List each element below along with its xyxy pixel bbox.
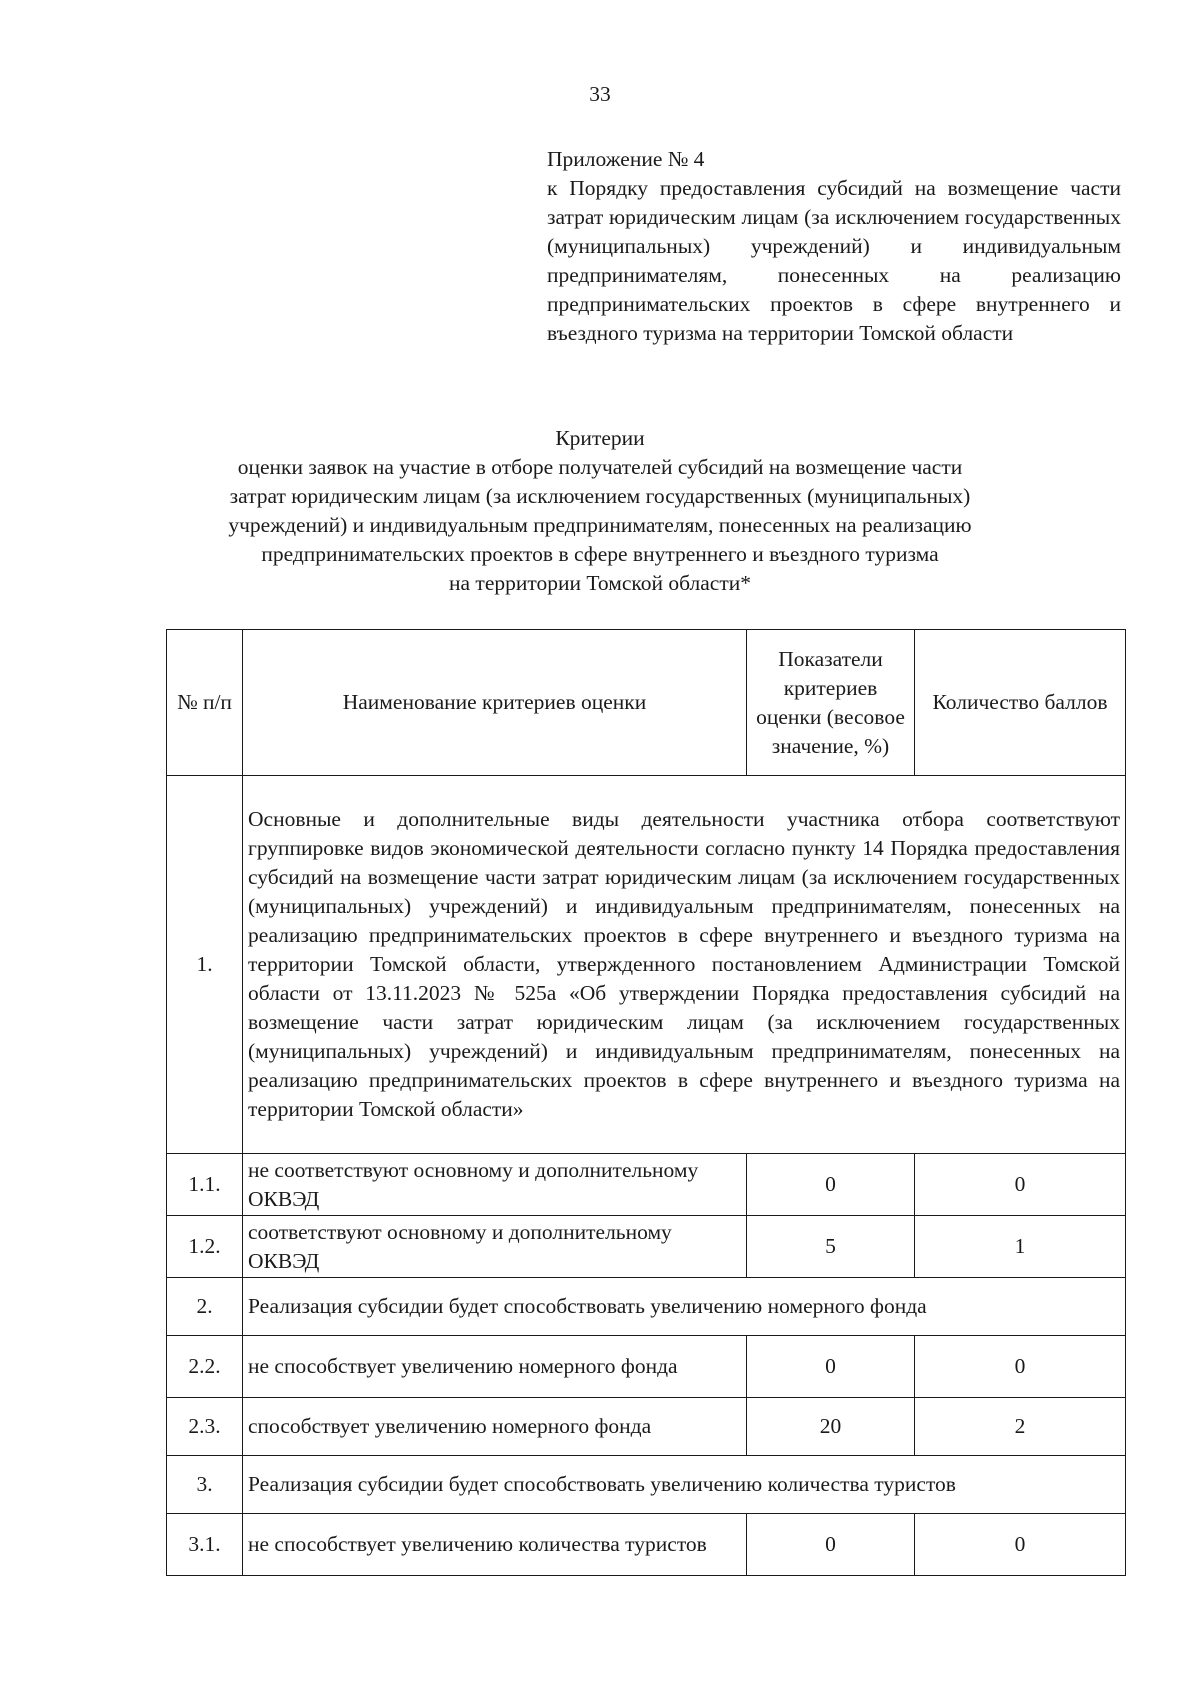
criteria-table — [166, 629, 1126, 1576]
table-row — [167, 1154, 1126, 1216]
table-row — [167, 1278, 1126, 1336]
title-line: затрат юридическим лицам (за исключением государственных (муниципальных) — [229, 484, 971, 508]
header-name: Наименование критериев оценки — [243, 630, 747, 776]
row-num: 2.2. — [167, 1336, 243, 1398]
row-num: 2. — [167, 1278, 243, 1336]
table-row — [167, 776, 1126, 1154]
document-title — [150, 424, 1050, 598]
page-number: 33 — [589, 82, 611, 106]
row-indicator: 0 — [747, 1154, 915, 1216]
row-indicator: 20 — [747, 1398, 915, 1456]
title-line: оценки заявок на участие в отборе получателей субсидий на возмещение части — [237, 455, 963, 479]
table-header-row — [167, 630, 1126, 776]
row-name: не способствует увеличению номерного фонда — [243, 1336, 747, 1398]
row-num: 2.3. — [167, 1398, 243, 1456]
row-num: 3. — [167, 1456, 243, 1514]
appendix-body: к Порядку предоставления субсидий на возмещение части затрат юридическим лицам (за исключением государственных (муниципальных) учреждений) и индивидуальным предпринимателям, понесенных на реализацию предпринимательских проектов в сфере внутреннего и въездного туризма на территории Томской области — [547, 176, 1121, 345]
title-line: учреждений) и индивидуальным предпринимателям, понесенных на реализацию — [228, 513, 972, 537]
header-points: Количество баллов — [915, 630, 1126, 776]
appendix-title: Приложение № 4 — [547, 147, 705, 171]
row-points: 2 — [915, 1398, 1126, 1456]
row-indicator: 0 — [747, 1336, 915, 1398]
row-points: 0 — [915, 1336, 1126, 1398]
row-points: 1 — [915, 1216, 1126, 1278]
row-points: 0 — [915, 1514, 1126, 1576]
row-name: не способствует увеличению количества туристов — [243, 1514, 747, 1576]
table-row — [167, 1456, 1126, 1514]
row-num: 3.1. — [167, 1514, 243, 1576]
row-indicator: 0 — [747, 1514, 915, 1576]
header-indicator: Показатели критериев оценки (весовое значение, %) — [747, 630, 915, 776]
header-num: № п/п — [167, 630, 243, 776]
row-name: не соответствуют основному и дополнительному ОКВЭД — [243, 1154, 747, 1216]
row-points: 0 — [915, 1154, 1126, 1216]
table-row — [167, 1398, 1126, 1456]
title-line: на территории Томской области* — [449, 571, 751, 595]
table-row — [167, 1216, 1126, 1278]
row-name: Основные и дополнительные виды деятельности участника отбора соответствуют группировке видов экономической деятельности согласно пункту 14 Порядка предоставления субсидий на возмещение части затрат юридическим лицам (за исключением государственных (муниципальных) учреждений) и индивидуальным предпринимателям, понесенных на реализацию предпринимательских проектов в сфере внутреннего и въездного туризма на территории Томской области, утвержденного постановлением Администрации Томской области от 13.11.2023 № 525а «Об утверждении Порядка предоставления субсидий на возмещение части затрат юридическим лицам (за исключением государственных (муниципальных) учреждений) и индивидуальным предпринимателям, понесенных на реализацию предпринимательских проектов в сфере внутреннего и въездного туризма на территории Томской области» — [243, 776, 1126, 1154]
title-line: предпринимательских проектов в сфере внутреннего и въездного туризма — [261, 542, 939, 566]
row-num: 1.1. — [167, 1154, 243, 1216]
row-num: 1. — [167, 776, 243, 1154]
title-line: Критерии — [555, 426, 645, 450]
row-indicator: 5 — [747, 1216, 915, 1278]
row-name: соответствуют основному и дополнительному ОКВЭД — [243, 1216, 747, 1278]
table-row — [167, 1514, 1126, 1576]
row-name: способствует увеличению номерного фонда — [243, 1398, 747, 1456]
row-name: Реализация субсидии будет способствовать увеличению номерного фонда — [243, 1278, 1126, 1336]
table-row — [167, 1336, 1126, 1398]
row-name: Реализация субсидии будет способствовать увеличению количества туристов — [243, 1456, 1126, 1514]
row-num: 1.2. — [167, 1216, 243, 1278]
appendix-block — [547, 145, 1121, 348]
